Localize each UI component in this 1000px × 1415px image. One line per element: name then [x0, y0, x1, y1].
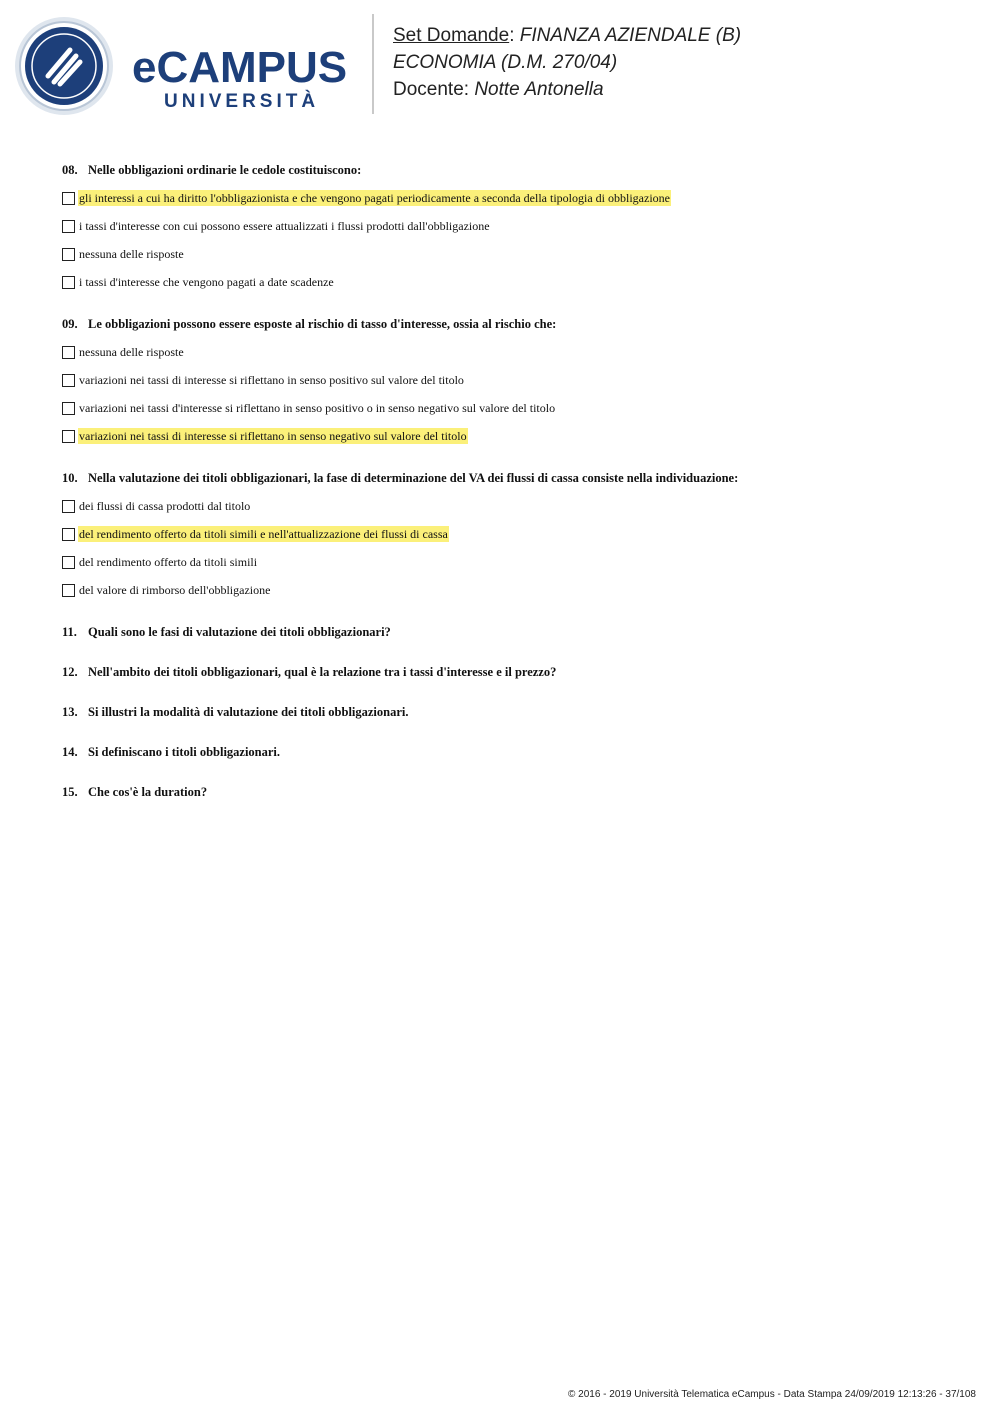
teacher-name: Notte Antonella — [474, 79, 604, 100]
answer-checkbox[interactable] — [62, 374, 75, 387]
set-label: Set Domande — [393, 25, 510, 46]
header-divider — [372, 14, 374, 114]
answer-text: del valore di rimborso dell'obbligazione — [79, 583, 271, 597]
answer-option[interactable] — [62, 496, 962, 516]
answer-option[interactable] — [62, 398, 962, 418]
open-question-14: 14. Si definiscano i titoli obbligazionari. — [62, 745, 281, 759]
answer-option[interactable] — [62, 244, 962, 264]
answer-checkbox[interactable] — [62, 276, 75, 289]
program-line — [393, 49, 741, 76]
answer-checkbox[interactable] — [62, 220, 75, 233]
answer-text: variazioni nei tassi di interesse si riflettano in senso positivo sul valore del titolo — [79, 373, 464, 387]
page-footer: © 2016 - 2019 Università Telematica eCampus - Data Stampa 24/09/2019 12:13:26 - 37/108 — [568, 1389, 976, 1400]
answer-text: nessuna delle risposte — [79, 345, 184, 359]
answer-option[interactable] — [62, 216, 962, 236]
answer-text: del rendimento offerto da titoli simili — [79, 555, 258, 569]
answer-checkbox[interactable] — [62, 584, 75, 597]
questions-list — [62, 160, 962, 822]
open-question-12: 12. Nell'ambito dei titoli obbligazionari, qual è la relazione tra i tassi d'interesse e il prezzo? — [62, 665, 557, 679]
answer-text: nessuna delle risposte — [79, 247, 184, 261]
answer-option[interactable] — [62, 370, 962, 390]
answer-checkbox[interactable] — [62, 346, 75, 359]
answer-checkbox[interactable] — [62, 192, 75, 205]
answer-text-highlighted: gli interessi a cui ha diritto l'obbligazionista e che vengono pagati periodicamente a seconda della tipologia di obbligazione — [79, 191, 670, 205]
answer-option[interactable] — [62, 272, 962, 292]
page-header — [0, 0, 1000, 130]
course-name: FINANZA AZIENDALE (B) — [519, 25, 742, 46]
answer-option[interactable] — [62, 524, 962, 544]
open-question-15: 15. Che cos'è la duration? — [62, 785, 208, 799]
ecampus-logo — [14, 14, 359, 118]
answer-option[interactable] — [62, 580, 962, 600]
program-name: ECONOMIA (D.M. 270/04) — [393, 52, 618, 73]
answer-checkbox[interactable] — [62, 528, 75, 541]
answer-text-highlighted: del rendimento offerto da titoli simili e nell'attualizzazione dei flussi di cassa — [79, 527, 448, 541]
answer-option[interactable] — [62, 188, 962, 208]
teacher-label: Docente: — [393, 79, 475, 100]
answer-checkbox[interactable] — [62, 248, 75, 261]
question-title: 08. Nelle obbligazioni ordinarie le cedole costituiscono: — [62, 163, 362, 177]
question-title: 10. Nella valutazione dei titoli obbligazionari, la fase di determinazione del VA dei flussi di cassa consiste nella individuazione: — [62, 471, 739, 485]
answer-checkbox[interactable] — [62, 402, 75, 415]
answer-text: variazioni nei tassi d'interesse si riflettano in senso positivo o in senso negativo sul valore del titolo — [79, 401, 556, 415]
answer-checkbox[interactable] — [62, 556, 75, 569]
open-question-13: 13. Si illustri la modalità di valutazione dei titoli obbligazionari. — [62, 705, 409, 719]
answer-checkbox[interactable] — [62, 500, 75, 513]
answer-option[interactable] — [62, 342, 962, 362]
answer-option[interactable] — [62, 426, 962, 446]
svg-text:UNIVERSITÀ: UNIVERSITÀ — [164, 91, 320, 112]
answer-text: i tassi d'interesse con cui possono essere attualizzati i flussi prodotti dall'obbligazione — [79, 219, 490, 233]
svg-text:eCAMPUS: eCAMPUS — [132, 43, 348, 92]
question-10 — [62, 468, 962, 600]
answer-text: dei flussi di cassa prodotti dal titolo — [79, 499, 251, 513]
answer-option[interactable] — [62, 552, 962, 572]
question-09 — [62, 314, 962, 446]
answer-checkbox[interactable] — [62, 430, 75, 443]
answer-text-highlighted: variazioni nei tassi di interesse si riflettano in senso negativo sul valore del titolo — [79, 429, 467, 443]
answer-text: i tassi d'interesse che vengono pagati a date scadenze — [79, 275, 334, 289]
open-question-11: 11. Quali sono le fasi di valutazione dei titoli obbligazionari? — [62, 625, 391, 639]
set-line: Set Domande: FINANZA AZIENDALE (B) — [393, 25, 742, 46]
question-08 — [62, 160, 962, 292]
question-title: 09. Le obbligazioni possono essere esposte al rischio di tasso d'interesse, ossia al rischio che: — [62, 317, 557, 331]
set-info — [393, 22, 741, 103]
teacher-line — [393, 76, 741, 103]
